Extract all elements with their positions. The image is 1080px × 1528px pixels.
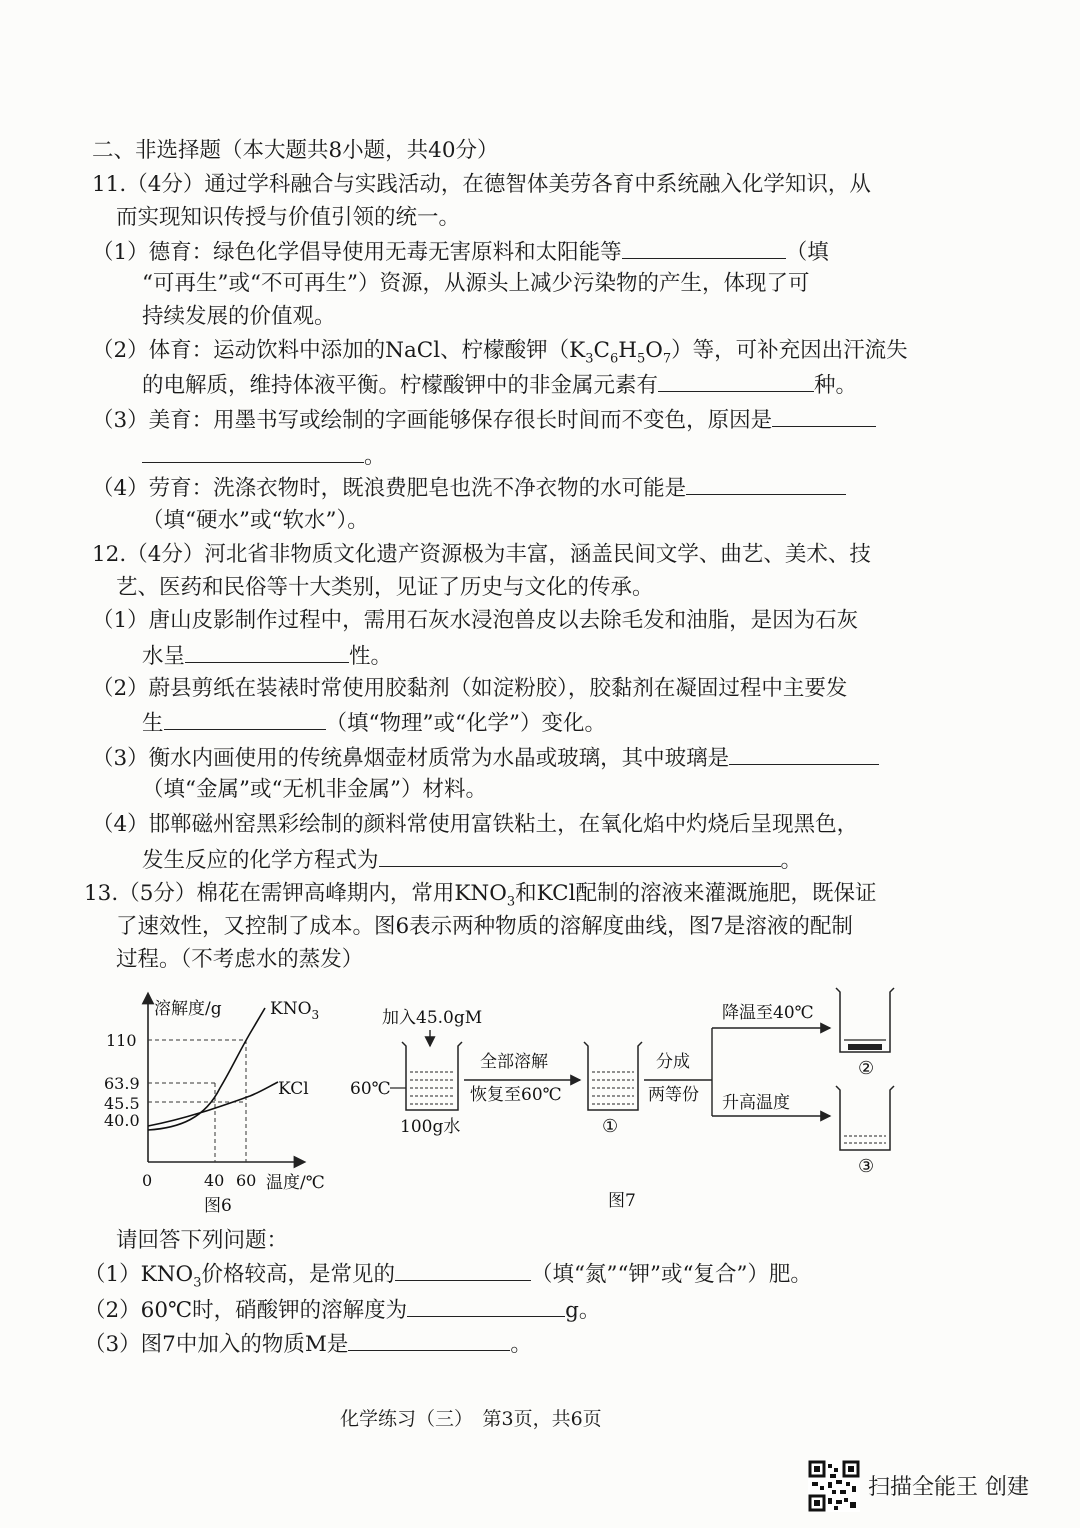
q13-part1 [84,1258,812,1298]
q13-ask: 请回答下列问题： [116,1228,289,1253]
q12-part3-line2: （填“金属”或“无机非金属”）材料。 [142,777,487,802]
potassium-citrate-formula [569,338,672,367]
q12-part4-blank[interactable] [379,844,781,867]
q12-part1-line1: （1）唐山皮影制作过程中，需用石灰水浸泡兽皮以去除毛发和油脂，是因为石灰 [92,608,859,633]
add-m-label: 加入45.0gM [382,1008,483,1028]
q13-part3-text: （3）图7中加入的物质M是 [84,1332,349,1357]
q12-part4-text: 发生反应的化学方程式为 [142,848,379,873]
q12-part4-line2 [142,844,802,876]
beaker-3-label: ③ [858,1156,875,1177]
formula-k-sub: 3 [585,351,594,367]
q13-part1-sub: 3 [193,1275,202,1291]
q11-part2-text-b: ）等，可补充因出汗流失 [671,338,908,363]
beaker-1-label: ① [602,1116,619,1137]
q13-stem-line2: 了速效性，又控制了成本。图6表示两种物质的溶解度曲线，图7是溶液的配制 [116,914,853,939]
ytick-110: 110 [106,1031,137,1050]
q11-part2-unit: 种。 [814,373,858,398]
formula-h: H [618,338,637,363]
q13-part3 [84,1328,532,1360]
kno3-label-sub: 3 [311,1008,320,1022]
q11-part3-blank-b[interactable] [142,440,364,463]
restore-60-label: 恢复至60℃ [470,1085,562,1105]
q11-part1-line1 [92,236,829,268]
beaker-initial [402,1042,462,1110]
ytick-63-9: 63.9 [104,1074,140,1093]
formula-o-sub: 7 [662,351,672,367]
q12-part4-line1: （4）邯郸磁州窑黑彩绘制的颜料常使用富铁粘土，在氧化焰中灼烧后呈现黑色， [92,812,859,837]
kcl-curve [148,1082,278,1126]
water-label: 100g水 [400,1117,461,1137]
q12-part1-text: 水呈 [142,644,186,669]
beaker-2 [836,988,894,1052]
formula-c: C [593,338,610,363]
q11-part4-text: （4）劳育：洗涤衣物时，既浪费肥皂也洗不净衣物的水可能是 [92,476,687,501]
q13-stem-sub: 3 [506,894,516,910]
q11-part4-line1 [92,472,846,504]
q13-stem-text: 13.（5分）棉花在需钾高峰期内，常用KNO [84,881,507,906]
kno3-label [270,999,319,1022]
figure6-caption: 图6 [204,1196,232,1216]
beaker-3 [836,1086,894,1150]
q12-part1-blank[interactable] [185,640,349,663]
dissolve-label: 全部溶解 [480,1052,548,1072]
q11-part2-blank[interactable] [658,369,814,392]
q13-stem-text-b: 和KCl配制的溶液来灌溉施肥，既保证 [515,881,877,906]
q11-part3-line1 [92,404,876,436]
q11-part4-line2: （填“硬水”或“软水”）。 [142,508,369,533]
xtick-0: 0 [142,1171,153,1190]
beaker-2-label: ② [858,1058,875,1079]
q11-stem-line2: 而实现知识传授与价值引领的统一。 [116,205,461,230]
watermark-text: 扫描全能王 创建 [868,1475,1029,1500]
q12-part2-text: 生 [142,711,164,736]
formula-h-sub: 5 [636,351,646,367]
q11-part2-line2 [142,369,857,401]
q13-part1-end: （填“氮”“钾”或“复合”）肥。 [530,1262,812,1287]
q13-stem-line3: 过程。（不考虑水的蒸发） [116,947,364,972]
q12-stem-line1: 12.（4分）河北省非物质文化遗产资源极为丰富，涵盖民间文学、曲艺、美术、技 [92,542,871,567]
q12-part2-line2 [142,707,606,739]
formula-k: K [569,338,586,363]
xtick-40: 40 [204,1171,225,1190]
q12-part1-line2 [142,640,392,672]
q12-stem-line2: 艺、医药和民俗等十大类别，见证了历史与文化的传承。 [116,575,654,600]
cool-40-label: 降温至40℃ [722,1003,814,1023]
qr-code-icon [808,1460,860,1512]
q11-part3-line2 [142,440,386,472]
q13-part3-end: 。 [510,1332,532,1357]
section-heading: 二、非选择题（本大题共8小题，共40分） [92,138,499,163]
heat-label: 升高温度 [722,1093,790,1113]
two-parts-label: 两等份 [648,1085,699,1105]
q13-part2 [84,1294,600,1326]
q12-part1-end: 性。 [349,644,393,669]
y-axis-label: 溶解度/g [154,999,222,1019]
q11-part4-blank[interactable] [686,472,846,495]
figure7-caption: 图7 [608,1191,636,1211]
q11-part1-line2: “可再生”或“不可再生”）资源，从源头上减少污染物的产生，体现了可 [142,271,810,296]
q11-part3-blank-a[interactable] [772,404,876,427]
temp-60-label: 60℃ [350,1079,391,1099]
beaker-1 [584,1042,642,1110]
q12-part4-end: 。 [780,848,803,873]
q11-part3-text: （3）美育：用墨书写或绘制的字画能够保存很长时间而不变色，原因是 [92,408,773,433]
kno3-curve [148,1008,265,1130]
xtick-60: 60 [236,1171,257,1190]
ytick-45-5: 45.5 [104,1094,140,1113]
q12-part2-line1: （2）蔚县剪纸在装裱时常使用胶黏剂（如淀粉胶），胶黏剂在凝固过程中主要发 [92,676,848,701]
q12-part3-line1 [92,742,879,774]
q13-part3-blank[interactable] [348,1328,510,1351]
split-label: 分成 [656,1052,690,1072]
ytick-40: 40.0 [104,1111,140,1130]
page-footer: 化学练习（三） 第3页，共6页 [340,1408,602,1430]
q13-part1-text-b: 价格较高，是常见的 [201,1262,395,1287]
figure6-solubility-chart [100,988,350,1218]
q11-part1-fill-hint: （填 [785,240,829,265]
q13-part1-text: （1）KNO [84,1262,194,1287]
q11-part1-text: （1）德育：绿色化学倡导使用无毒无害原料和太阳能等 [92,240,622,265]
kcl-label: KCl [278,1079,309,1099]
formula-c-sub: 6 [609,351,619,367]
q11-part2-text-c: 的电解质，维持体液平衡。柠檬酸钾中的非金属元素有 [142,373,659,398]
q11-part1-line3: 持续发展的价值观。 [142,304,336,329]
q12-part3-text: （3）衡水内画使用的传统鼻烟壶材质常为水晶或玻璃，其中玻璃是 [92,746,730,771]
x-axis-label: 温度/℃ [266,1173,325,1193]
q12-part2-end: （填“物理”或“化学”）变化。 [325,711,606,736]
q13-part2-text: （2）60℃时，硝酸钾的溶解度为 [84,1298,408,1323]
kno3-label-main: KNO [270,999,312,1019]
q11-stem-line1: 11.（4分）通过学科融合与实践活动，在德智体美劳各育中系统融入化学知识，从 [92,172,871,197]
q13-part2-unit: g。 [565,1298,601,1323]
figure7-process-diagram [340,980,920,1220]
q12-part2-blank[interactable] [164,707,326,730]
q13-part2-blank[interactable] [407,1294,565,1317]
q11-part3-end: 。 [364,444,386,469]
q13-part1-blank[interactable] [395,1258,531,1281]
q11-part2-text: （2）体育：运动饮料中添加的NaCl、柠檬酸钾（ [92,338,570,363]
formula-o: O [645,338,663,363]
q11-part1-blank[interactable] [622,236,786,259]
q12-part3-blank[interactable] [729,742,879,765]
